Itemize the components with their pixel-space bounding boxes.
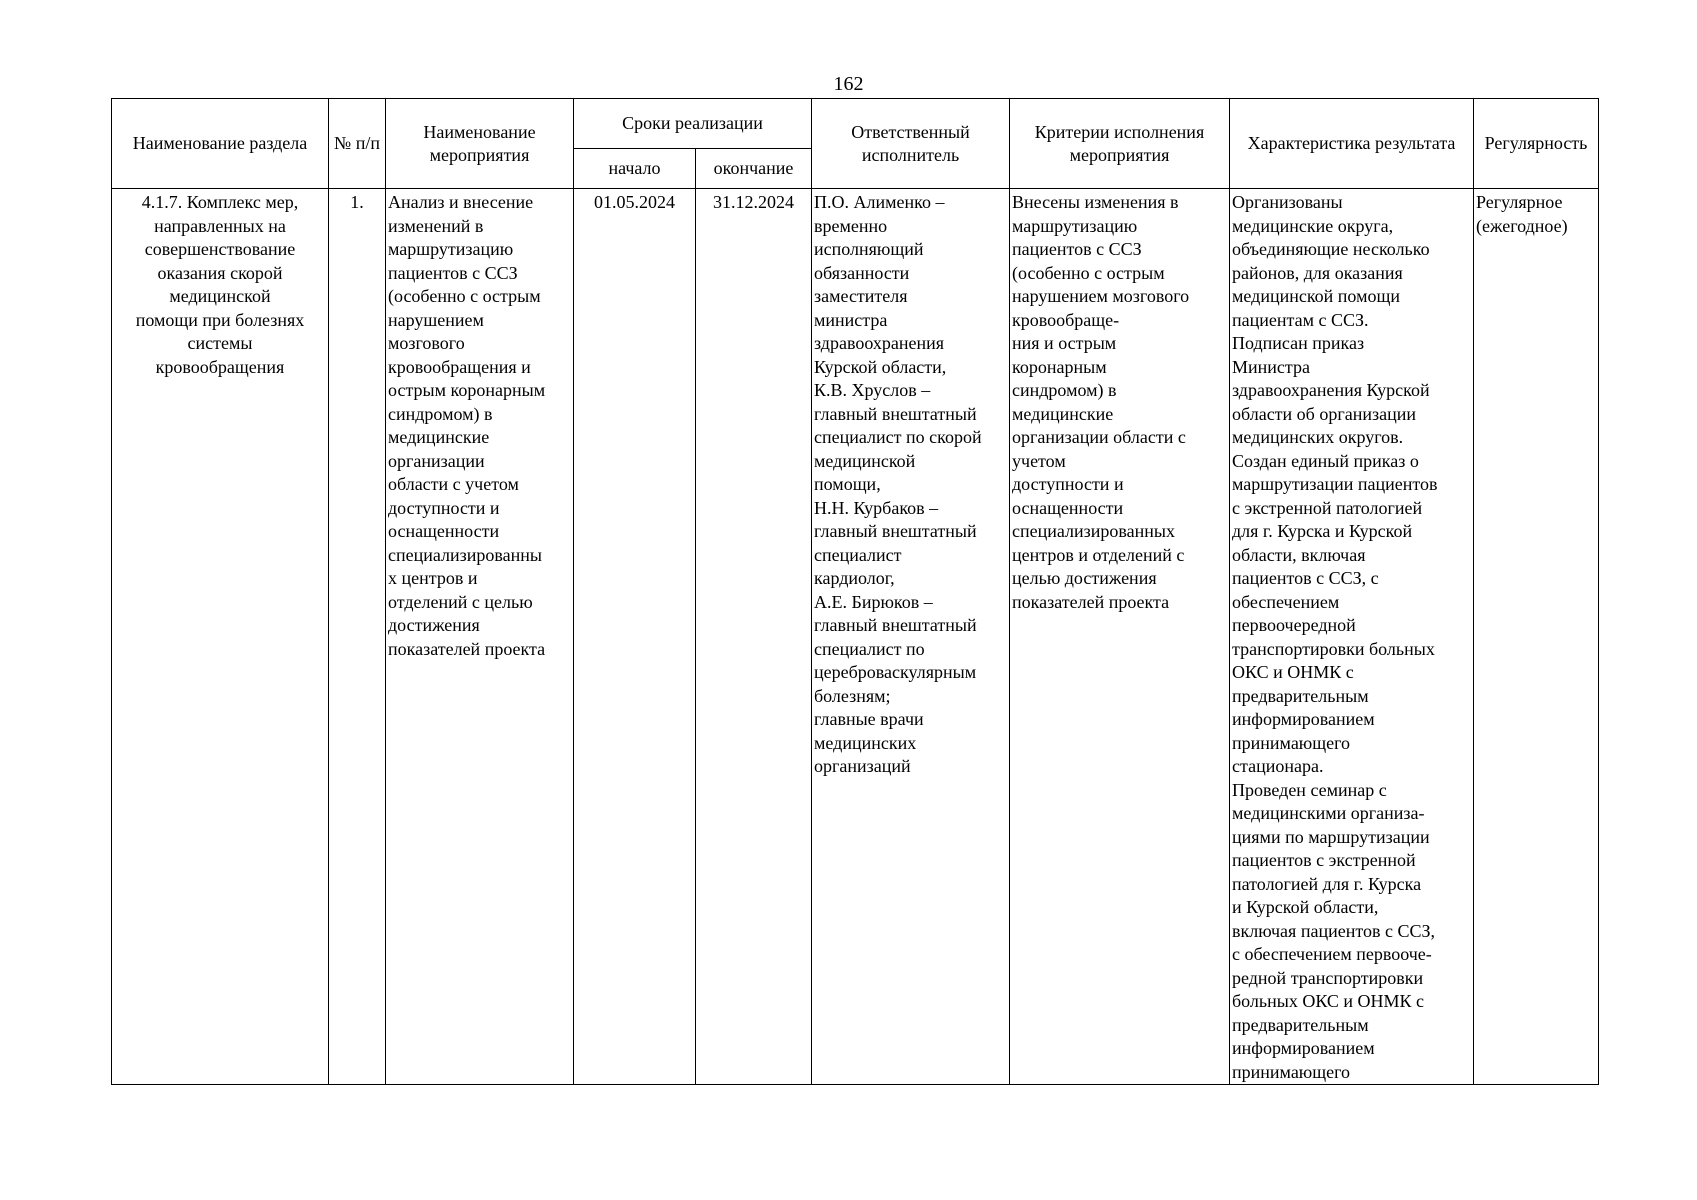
text-line: коронарным bbox=[1012, 356, 1107, 377]
header-regularity: Регулярность bbox=[1474, 99, 1599, 189]
row-number-cell: 1. bbox=[329, 189, 386, 1085]
header-end: окончание bbox=[696, 149, 812, 189]
text-line: с обеспечением первооче- bbox=[1232, 944, 1432, 964]
text-line: стационара. bbox=[1232, 756, 1324, 776]
text-line: области об организации bbox=[1232, 403, 1416, 424]
text-line: здравоохранения Курской bbox=[1232, 380, 1430, 400]
table-row bbox=[112, 189, 1599, 1085]
text-line: острым коронарным bbox=[388, 380, 546, 400]
text-line: медицинской bbox=[814, 450, 916, 471]
text-line: области с учетом bbox=[388, 474, 519, 494]
text-line: болезням; bbox=[814, 685, 891, 706]
text-line: х центров и bbox=[388, 568, 478, 588]
text-line: предварительным bbox=[1232, 1014, 1369, 1035]
text-line: организации области с bbox=[1012, 427, 1186, 447]
text-line: редной транспортировки bbox=[1232, 967, 1424, 988]
text-line: пациентов с экстренной bbox=[1232, 850, 1416, 870]
criteria-cell bbox=[1010, 189, 1230, 1085]
text-line: медицинские округа, bbox=[1232, 215, 1394, 236]
text-line: 4.1.7. Комплекс мер, bbox=[141, 192, 299, 212]
text-line: ния и острым bbox=[1012, 333, 1117, 353]
text-line: транспортировки больных bbox=[1232, 638, 1435, 659]
text-line: (особенно с острым bbox=[388, 286, 541, 306]
text-line: медицинскими организа- bbox=[1232, 803, 1425, 823]
text-line: главные врачи bbox=[814, 709, 924, 729]
text-line: Организованы bbox=[1232, 192, 1343, 212]
text-line: маршрутизации пациентов bbox=[1232, 474, 1438, 494]
text-line: Министра bbox=[1232, 356, 1310, 377]
text-line: помощи при болезнях bbox=[135, 309, 305, 330]
header-deadlines: Сроки реализации bbox=[574, 99, 812, 149]
text-line: Регулярное bbox=[1476, 192, 1563, 212]
header-number: № п/п bbox=[329, 99, 386, 189]
header-result: Характеристика результата bbox=[1230, 99, 1474, 189]
text-line: Подписан приказ bbox=[1232, 333, 1365, 353]
text-line: объединяющие несколько bbox=[1232, 239, 1430, 259]
text-line: (ежегодное) bbox=[1476, 215, 1568, 236]
text-line: медицинской помощи bbox=[1232, 286, 1400, 306]
text-line: маршрутизацию bbox=[388, 239, 514, 259]
text-line: министра bbox=[814, 309, 888, 330]
text-line: доступности и bbox=[1012, 474, 1124, 494]
text-line: Н.Н. Курбаков – bbox=[814, 497, 939, 518]
text-line: кровообраще- bbox=[1012, 309, 1120, 330]
text-line: кровообращения и bbox=[388, 356, 531, 377]
text-line: целью достижения bbox=[1012, 568, 1157, 588]
responsible-cell bbox=[812, 189, 1010, 1085]
text-line: пациентов с ССЗ bbox=[1012, 239, 1142, 259]
text-line: с экстренной патологией bbox=[1232, 497, 1423, 518]
header-start: начало bbox=[574, 149, 696, 189]
header-criteria: Критерии исполнения мероприятия bbox=[1010, 99, 1230, 189]
text-line: помощи, bbox=[814, 474, 881, 494]
text-line: А.Е. Бирюков – bbox=[814, 591, 933, 612]
text-line: оказания скорой bbox=[157, 262, 283, 283]
text-line: циями по маршрутизации bbox=[1232, 826, 1430, 847]
text-line: (особенно с острым bbox=[1012, 262, 1165, 283]
text-line: кардиолог, bbox=[814, 568, 895, 588]
text-line: специалист bbox=[814, 544, 902, 565]
text-line: системы bbox=[187, 333, 253, 353]
text-line: медицинских bbox=[814, 732, 917, 753]
header-event-name: Наименование мероприятия bbox=[386, 99, 574, 189]
text-line: больных ОКС и ОНМК с bbox=[1232, 991, 1425, 1011]
text-line: здравоохранения bbox=[814, 333, 945, 353]
text-line: пациентов с ССЗ, с bbox=[1232, 568, 1379, 588]
text-line: показателей проекта bbox=[1012, 591, 1170, 612]
text-line: обеспечением bbox=[1232, 591, 1340, 612]
text-line: Внесены изменения в bbox=[1012, 192, 1179, 212]
text-line: исполняющий bbox=[814, 239, 924, 259]
text-line: Анализ и внесение bbox=[388, 192, 534, 212]
text-line: кровообращения bbox=[155, 356, 285, 377]
text-line: нарушением мозгового bbox=[1012, 286, 1190, 306]
text-line: цереброваскулярным bbox=[814, 662, 977, 682]
text-line: Курской области, bbox=[814, 356, 947, 377]
text-line: пациентов с ССЗ bbox=[388, 262, 518, 283]
text-line: оснащенности bbox=[1012, 497, 1124, 518]
text-line: синдромом) в bbox=[388, 403, 493, 424]
end-date-cell: 31.12.2024 bbox=[696, 189, 812, 1085]
page-number: 162 bbox=[833, 73, 864, 95]
text-line: синдромом) в bbox=[1012, 380, 1117, 400]
text-line: организаций bbox=[814, 756, 911, 776]
text-line: специализированны bbox=[388, 544, 542, 565]
text-line: медицинские bbox=[1012, 403, 1114, 424]
text-line: и Курской области, bbox=[1232, 897, 1379, 917]
text-line: центров и отделений с bbox=[1012, 544, 1185, 565]
text-line: включая пациентов с ССЗ, bbox=[1232, 920, 1435, 941]
measures-table bbox=[111, 98, 1599, 1085]
text-line: Проведен семинар с bbox=[1232, 779, 1387, 800]
text-line: для г. Курска и Курской bbox=[1232, 521, 1413, 541]
text-line: направленных на bbox=[154, 215, 286, 236]
text-line: совершенствование bbox=[144, 239, 296, 259]
text-line: учетом bbox=[1012, 450, 1066, 471]
header-section-name: Наименование раздела bbox=[112, 99, 329, 189]
text-line: информированием bbox=[1232, 709, 1375, 729]
text-line: специализированных bbox=[1012, 521, 1176, 541]
text-line: первоочередной bbox=[1232, 615, 1356, 635]
text-line: информированием bbox=[1232, 1038, 1375, 1058]
text-line: показателей проекта bbox=[388, 638, 546, 659]
regularity-cell bbox=[1474, 189, 1599, 1085]
text-line: медицинских округов. bbox=[1232, 427, 1404, 447]
text-line: К.В. Хруслов – bbox=[814, 380, 931, 400]
text-line: доступности и bbox=[388, 497, 500, 518]
text-line: медицинские bbox=[388, 427, 490, 447]
text-line: обязанности bbox=[814, 262, 910, 283]
text-line: достижения bbox=[388, 615, 480, 635]
text-line: маршрутизацию bbox=[1012, 215, 1138, 236]
text-line: мозгового bbox=[388, 333, 465, 353]
text-line: временно bbox=[814, 215, 888, 236]
text-line: главный внештатный bbox=[814, 403, 977, 424]
text-line: заместителя bbox=[814, 286, 908, 306]
text-line: нарушением bbox=[388, 309, 484, 330]
text-line: организации bbox=[388, 450, 485, 471]
text-line: патологией для г. Курска bbox=[1232, 873, 1422, 894]
result-cell bbox=[1230, 189, 1474, 1085]
event-name-cell bbox=[386, 189, 574, 1085]
text-line: Создан единый приказ о bbox=[1232, 450, 1419, 471]
text-line: главный внештатный bbox=[814, 615, 977, 635]
text-line: оснащенности bbox=[388, 521, 500, 541]
text-line: П.О. Алименко – bbox=[814, 192, 945, 212]
text-line: специалист по скорой bbox=[814, 427, 982, 447]
header-responsible: Ответственный исполнитель bbox=[812, 99, 1010, 189]
text-line: ОКС и ОНМК с bbox=[1232, 662, 1354, 682]
section-name-cell bbox=[112, 189, 329, 1085]
text-line: принимающего bbox=[1232, 732, 1351, 753]
text-line: районов, для оказания bbox=[1232, 262, 1403, 283]
start-date-cell: 01.05.2024 bbox=[574, 189, 696, 1085]
text-line: отделений с целью bbox=[388, 591, 533, 612]
text-line: области, включая bbox=[1232, 544, 1366, 565]
text-line: специалист по bbox=[814, 638, 925, 659]
text-line: принимающего bbox=[1232, 1061, 1351, 1082]
text-line: медицинской bbox=[169, 286, 271, 306]
text-line: изменений в bbox=[388, 215, 484, 236]
text-line: предварительным bbox=[1232, 685, 1369, 706]
text-line: пациентам с ССЗ. bbox=[1232, 309, 1369, 330]
text-line: главный внештатный bbox=[814, 521, 977, 541]
